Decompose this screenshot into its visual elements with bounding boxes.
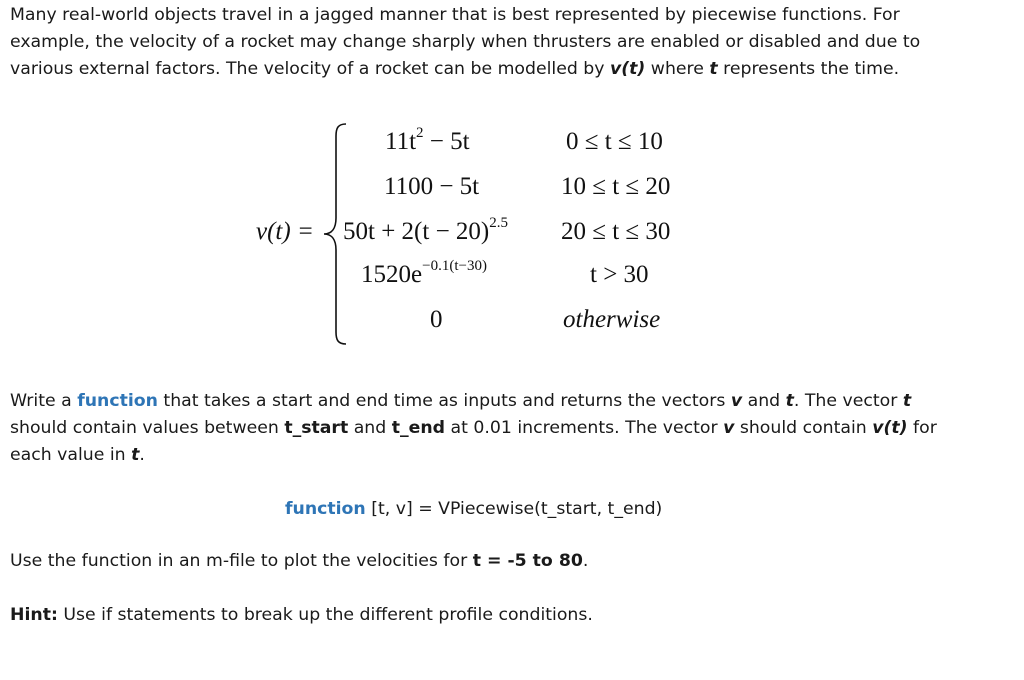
intro-text-end: represents the time. [717, 59, 900, 79]
row-1-sup: 2 [416, 125, 424, 141]
row-1-tail: − 5t [423, 128, 470, 155]
usage-paragraph [10, 548, 1000, 575]
hint-paragraph [10, 602, 1000, 629]
task-text: at 0.01 increments. The vector [445, 418, 724, 438]
piecewise-equation [0, 118, 1024, 348]
t-symbol: t [785, 391, 794, 411]
equation-lhs [256, 218, 314, 246]
signature-text: [t, v] = VPiecewise(t_start, t_end) [365, 499, 663, 519]
equation-lhs-text: v(t) = [256, 218, 314, 245]
intro-line-3: various external factors. The velocity of a rocket can be modelled by [10, 59, 610, 79]
usage-text-end: . [582, 551, 589, 571]
equation-row-1-expr [385, 125, 470, 156]
hint-text: Use if statements to break up the different profile conditions. [57, 605, 593, 625]
intro-paragraph [10, 2, 1000, 83]
equation-row-1-cond: 0 ≤ t ≤ 10 [566, 128, 663, 155]
row-4-sup: −0.1(t−30) [422, 258, 487, 274]
row-5-cond-text: otherwise [563, 306, 661, 333]
task-text: that takes a start and end time as inputs and returns the vectors [157, 391, 731, 411]
function-keyword: function [77, 391, 158, 411]
hint-label: Hint: [10, 605, 58, 625]
task-text: . The vector [793, 391, 903, 411]
equation-row-4-cond: t > 30 [590, 261, 649, 288]
t-symbol: t [131, 445, 140, 465]
equation-row-3-cond: 20 ≤ t ≤ 30 [561, 218, 671, 245]
t-symbol: t [709, 59, 718, 79]
task-text: and [742, 391, 786, 411]
t-symbol: t [902, 391, 912, 411]
intro-line-2: example, the velocity of a rocket may change sharply when thrusters are enabled or disabled and due to [10, 32, 921, 52]
equation-row-3-expr [343, 215, 508, 246]
task-text: should contain [734, 418, 873, 438]
task-text: should contain values between [10, 418, 285, 438]
equation-row-5-expr: 0 [430, 306, 443, 333]
time-range: t = -5 to 80 [472, 551, 583, 571]
vt-symbol: v(t) [609, 59, 646, 79]
task-text: Write a [10, 391, 78, 411]
equation-row-5-cond [563, 306, 660, 334]
row-4-base: 1520e [361, 261, 423, 288]
equation-row-2-cond: 10 ≤ t ≤ 20 [561, 173, 671, 200]
task-paragraph [10, 388, 1000, 469]
v-symbol: v [723, 418, 735, 438]
function-signature [285, 496, 985, 523]
row-3-base: 50t + 2(t − 20) [343, 218, 490, 245]
row-1-base: 11t [385, 128, 417, 155]
function-keyword: function [285, 499, 366, 519]
task-text: . [139, 445, 145, 465]
equation-row-2-expr: 1100 − 5t [384, 173, 480, 200]
v-symbol: v [730, 391, 743, 411]
usage-text: Use the function in an m-file to plot the velocities for [10, 551, 473, 571]
t-end-symbol: t_end [391, 418, 446, 438]
equation-row-4-expr [361, 258, 487, 289]
t-start-symbol: t_start [284, 418, 349, 438]
task-text: for [907, 418, 937, 438]
task-text: and [348, 418, 392, 438]
vt-symbol: v(t) [872, 418, 908, 438]
intro-line-1: Many real-world objects travel in a jagged manner that is best represented by piecewise functions. For [10, 5, 900, 25]
intro-text-mid: where [645, 59, 710, 79]
task-text: each value in [10, 445, 132, 465]
row-3-sup: 2.5 [489, 215, 508, 231]
